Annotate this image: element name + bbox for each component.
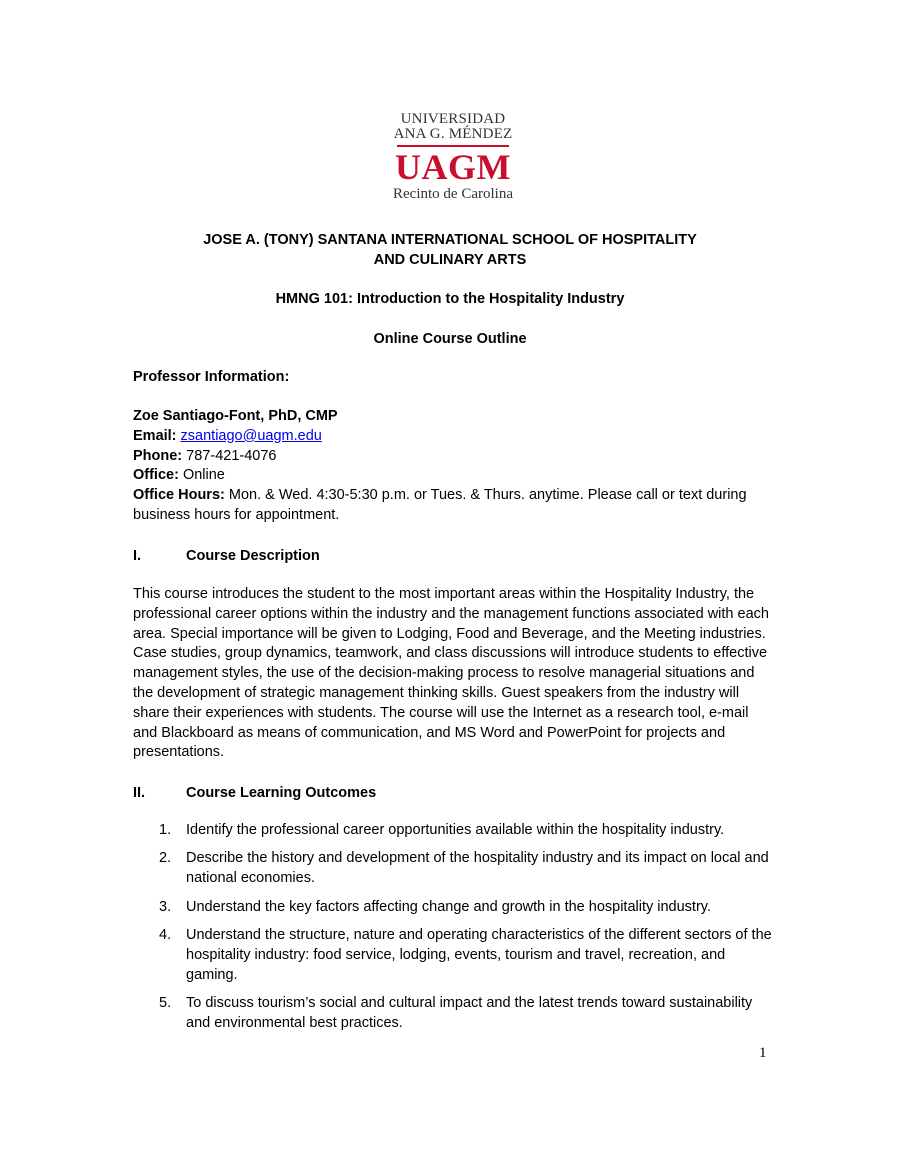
page-number: 1 (759, 1045, 767, 1061)
section-title: Course Description (186, 548, 320, 564)
list-item-text: Understand the structure, nature and operating characteristics of the different sectors of the hospitality industry: food service, lodging, events, tourism and travel, recreation, and gaming. (186, 926, 772, 983)
office-row (133, 466, 773, 486)
professor-name: Zoe Santiago-Font, PhD, CMP (133, 408, 338, 424)
list-item (133, 849, 773, 889)
office-value: Online (178, 467, 225, 484)
list-item (133, 821, 773, 841)
list-item (133, 898, 773, 918)
list-item-text: Understand the key factors affecting change and growth in the hospitality industry. (186, 898, 711, 915)
phone-row (133, 447, 773, 467)
office-hours-row (133, 486, 773, 526)
course-title: HMNG 101: Introduction to the Hospitality Industry (275, 291, 625, 307)
list-item-number: 3. (159, 898, 172, 915)
section-number: I. (133, 548, 142, 564)
list-item-number: 5. (159, 994, 172, 1011)
section-course-description-heading (133, 546, 320, 566)
learning-outcomes-list (133, 821, 773, 1042)
office-label: Office: (133, 467, 179, 484)
school-name-line-1: JOSE A. (TONY) SANTANA INTERNATIONAL SCHOOL OF HOSPITALITY (203, 232, 697, 248)
university-logo (378, 112, 528, 203)
logo-line-universidad: UNIVERSIDAD (400, 111, 506, 127)
section-learning-outcomes-heading (133, 783, 376, 803)
list-item-number: 1. (159, 822, 172, 838)
phone-value: 787-421-4076 (182, 447, 277, 464)
logo-line-ana-g-mendez: ANA G. MÉNDEZ (393, 126, 513, 142)
list-item-text: To discuss tourism’s social and cultural impact and the latest trends toward sustainability and environmental best practices. (186, 994, 753, 1031)
email-link[interactable]: zsantiago@uagm.edu (180, 427, 322, 444)
phone-label: Phone: (133, 447, 183, 464)
school-name-line-2: AND CULINARY ARTS (373, 252, 527, 268)
logo-campus: Recinto de Carolina (393, 186, 513, 202)
professor-info (133, 407, 773, 526)
section-title: Course Learning Outcomes (186, 785, 377, 801)
course-description-paragraph: This course introduces the student to the most important areas within the Hospitality Industry, the professional career options within the industry and the management functions associated with each area. Special importance will be given to Lodging, Food and Beverage, and the Meeting industries. Case studies, group dynamics, teamwork, and class discussions will introduce students to effective management styles, the use of the decision-making process to resolve managerial situations and the development of strategic management thinking skills. Guest speakers from the industry will share their experiences with students. The course will use the Internet as a research tool, e-mail and Blackboard as means of communication, and MS Word and PowerPoint for projects and presentations. (133, 586, 769, 761)
list-item (133, 994, 773, 1034)
list-item-number: 2. (159, 850, 172, 867)
section-number: II. (133, 785, 146, 801)
professor-section-label: Professor Information: (133, 369, 290, 385)
email-label: Email: (133, 427, 177, 444)
list-item (133, 926, 773, 985)
email-row (133, 427, 773, 447)
list-item-text: Describe the history and development of the hospitality industry and its impact on local and national economies. (186, 850, 769, 887)
office-hours-label: Office Hours: (133, 487, 225, 504)
list-item-number: 4. (159, 926, 172, 943)
logo-brand: UAGM (395, 147, 511, 187)
document-type: Online Course Outline (373, 331, 527, 347)
office-hours-value: Mon. & Wed. 4:30-5:30 p.m. or Tues. & Thurs. anytime. Please call or text during business hours for appointment. (133, 487, 747, 523)
list-item-text: Identify the professional career opportunities available within the hospitality industry. (186, 822, 725, 838)
